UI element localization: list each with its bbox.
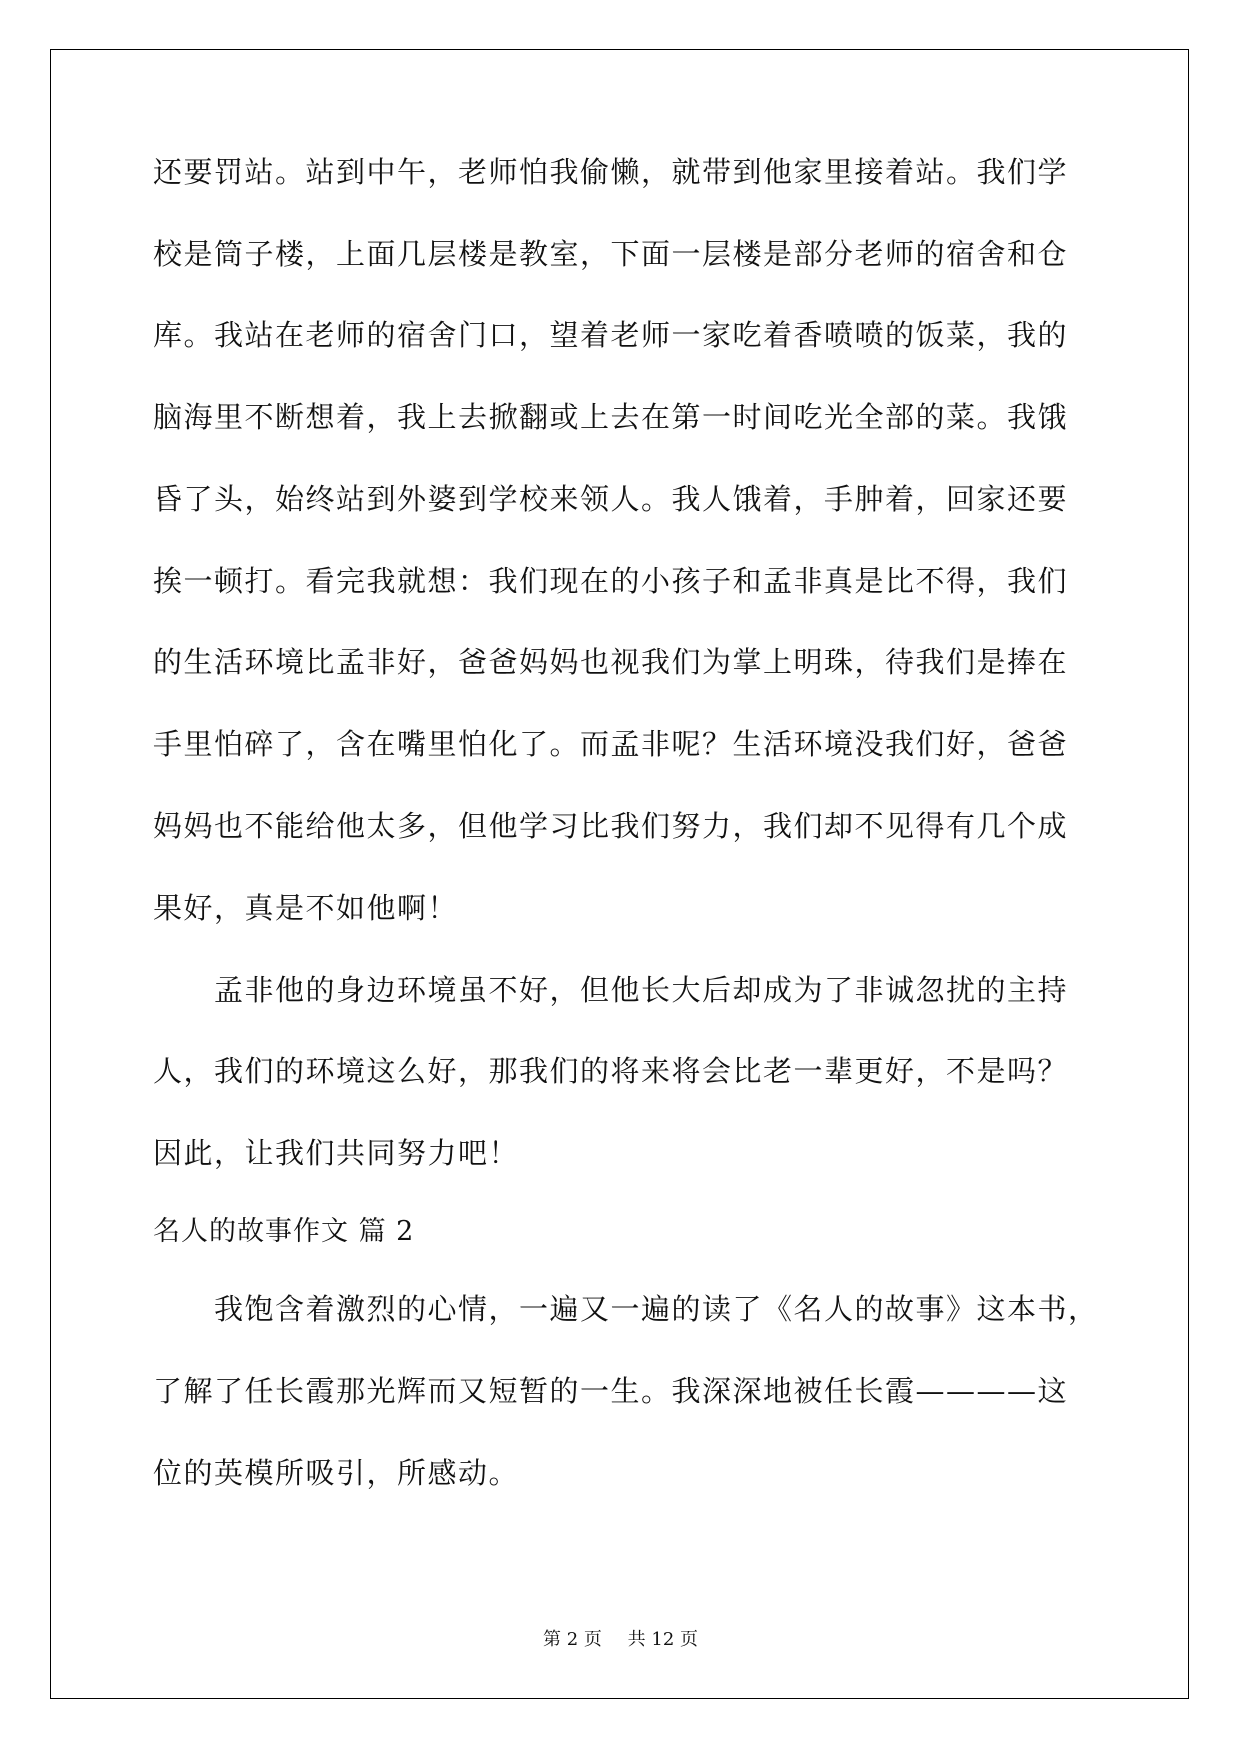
page-footer — [0, 1625, 1241, 1651]
text-line: 果好，真是不如他啊！ — [153, 891, 459, 925]
text-line: 人，我们的环境这么好，那我们的将来将会比老一辈更好，不是吗？ — [153, 1054, 1069, 1088]
text-line: 的生活环境比孟非好，爸爸妈妈也视我们为掌上明珠，待我们是捧在 — [153, 645, 1069, 679]
text-line: 手里怕碎了，含在嘴里怕化了。而孟非呢？生活环境没我们好，爸爸 — [153, 727, 1069, 761]
text-line: 挨一顿打。看完我就想：我们现在的小孩子和孟非真是比不得，我们 — [153, 564, 1069, 598]
section-heading: 名人的故事作文 篇 2 — [153, 1216, 415, 1247]
text-line: 位的英模所吸引，所感动。 — [153, 1456, 520, 1490]
text-line: 妈妈也不能给他太多，但他学习比我们努力，我们却不见得有几个成 — [153, 809, 1069, 843]
text-line: 库。我站在老师的宿舍门口，望着老师一家吃着香喷喷的饭菜，我的 — [153, 318, 1069, 352]
page-total: 共 12 页 — [627, 1629, 698, 1650]
page-number: 第 2 页 — [543, 1629, 602, 1650]
text-line: 了解了任长霞那光辉而又短暂的一生。我深深地被任长霞————这 — [153, 1374, 1069, 1408]
text-line: 孟非他的身边环境虽不好，但他长大后却成为了非诚忽扰的主持 — [153, 973, 1069, 1007]
text-line: 还要罚站。站到中午，老师怕我偷懒，就带到他家里接着站。我们学 — [153, 155, 1069, 189]
text-line: 因此，让我们共同努力吧！ — [153, 1136, 520, 1170]
text-line: 脑海里不断想着，我上去掀翻或上去在第一时间吃光全部的菜。我饿 — [153, 400, 1069, 434]
text-line: 昏了头，始终站到外婆到学校来领人。我人饿着，手肿着，回家还要 — [153, 482, 1069, 516]
text-line: 我饱含着激烈的心情，一遍又一遍的读了《名人的故事》这本书， — [153, 1292, 1099, 1326]
text-line: 校是筒子楼，上面几层楼是教室，下面一层楼是部分老师的宿舍和仓 — [153, 237, 1069, 271]
